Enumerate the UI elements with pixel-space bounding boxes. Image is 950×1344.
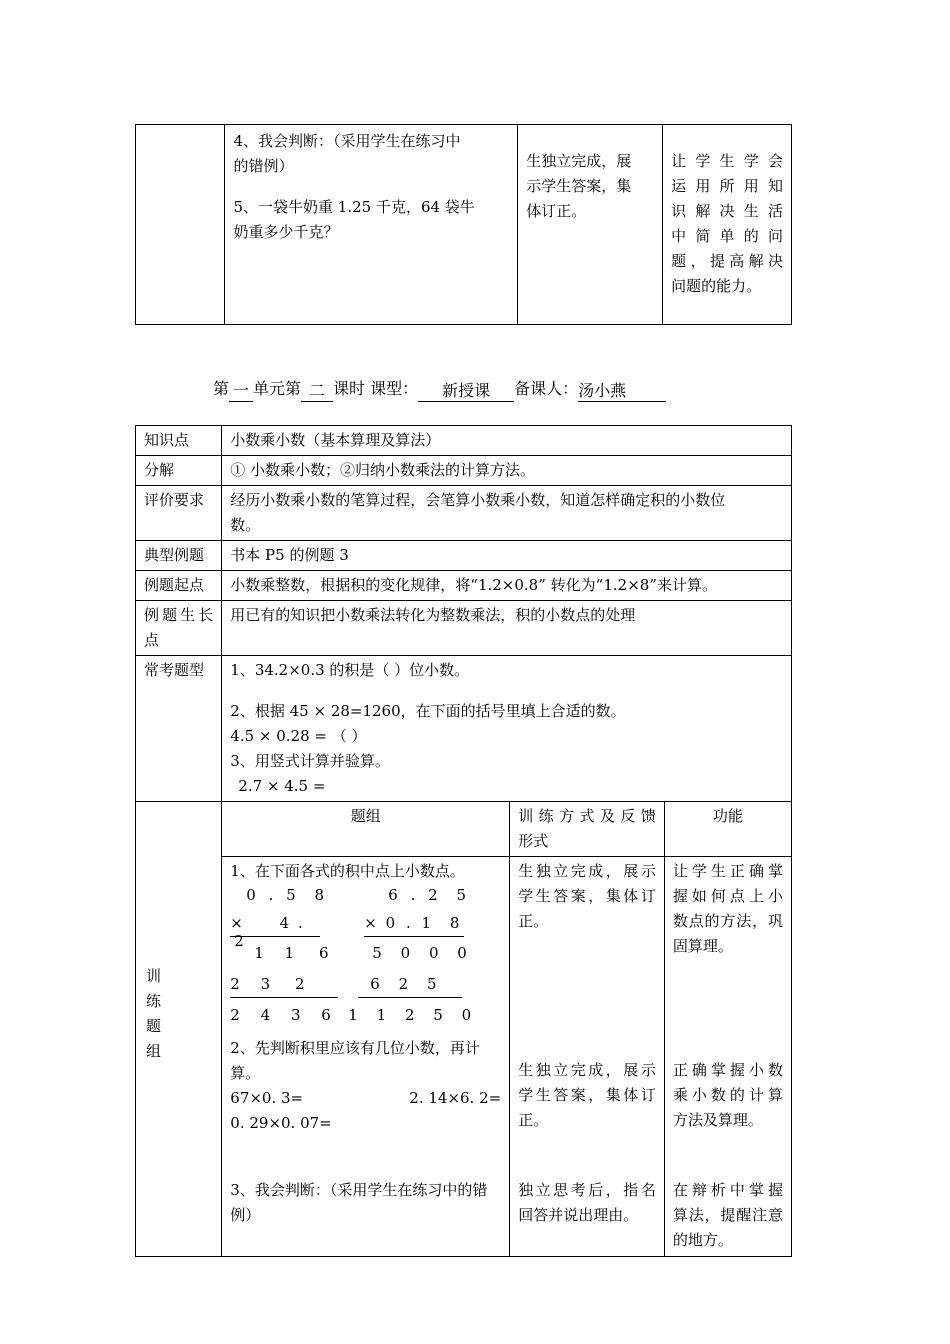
calc-left-r2 [230,914,320,950]
top-function-line4: 中简单的问 [671,227,783,245]
header-function: 功能 [664,802,791,857]
top-table-content-cell [225,125,518,325]
training-row-q2 [136,1034,792,1178]
top-table-empty-cell [136,125,225,325]
calc-left-r4 [230,975,338,998]
heading-prefix1: 第 [213,379,230,398]
info-value: 小数乘小数（基本算理及算法） [222,426,792,456]
header-group: 题组 [222,802,510,857]
q3-function-line: 在辩析中掌握 [672,1181,783,1199]
digit: 6 [321,1006,331,1024]
top-q4-line1: 4、我会判断：（采用学生在练习中 [233,132,461,150]
digit: . [405,914,411,932]
side-char: 题 [146,1016,162,1035]
info-label-line: 点 [144,631,160,649]
q2-method-line: 正。 [518,1111,549,1129]
heading-prefix3: 课时 课型： [333,379,419,398]
header-method-line: 训练方式及反馈 [518,807,656,825]
digit: 1 [376,1006,387,1024]
q3-function [664,1178,791,1256]
q2-title-line: 算。 [230,1064,261,1082]
top-method-line2: 示学生答案，集 [526,177,632,195]
q3-method-line: 独立思考后，指名 [518,1181,656,1199]
q2-method [510,1034,665,1178]
heading-teacher: 汤小燕 [578,380,666,402]
digit: 0 [461,1006,472,1024]
digit: 5 [456,886,467,904]
header-method-line: 形式 [518,832,549,850]
digit: 8 [314,886,325,904]
calc-left-r3 [254,944,328,962]
q1-content [222,857,510,1035]
calc-right-r2 [364,914,464,937]
q1-method-line: 学生答案，集体订 [518,887,656,905]
heading-prefix4: 备课人： [514,379,579,398]
heading-unit-number: 一 [229,380,253,402]
heading-lesson-type: 新授课 [418,380,514,402]
digit: 8 [449,914,460,932]
q3-content [222,1178,510,1256]
calc-right-r4 [358,975,462,998]
q2-expr-row [230,1086,501,1111]
info-row [136,571,792,601]
q3-method-line: 回答并说出理由。 [518,1206,639,1224]
q1-function-line: 握如何点上小 [672,887,783,905]
digit: 2 [230,975,240,993]
calc-left-r1 [246,886,324,904]
calc-right-r1 [388,886,466,904]
digit: . [297,914,303,932]
top-function-line1: 让学生学会 [671,152,783,170]
q1-vertical-calcs [230,884,501,1032]
info-label: 分解 [136,456,222,486]
info-value: 用已有的知识把小数乘法转化为整数乘法，积的小数点的处理 [222,601,792,656]
side-char: 组 [146,1041,162,1060]
digit: . [410,886,416,904]
q2-expr2: 2. 14×6. 2= [409,1089,502,1107]
q2-title-line: 2、先判断积里应该有几位小数，再计 [230,1039,480,1057]
common-label: 常考题型 [136,656,222,802]
info-value [222,486,792,541]
info-label: 评价要求 [136,486,222,541]
top-function-line2: 运用所用知 [671,177,783,195]
digit: 2 [234,932,244,950]
q1-function-line: 固算理。 [672,937,733,955]
common-content [222,656,792,802]
info-value-line: 经历小数乘小数的笔算过程，会笔算小数乘小数，知道怎样确定积的小数位 [230,491,726,509]
digit: 1 [421,914,432,932]
digit: 3 [290,1006,301,1024]
q1-function [664,857,791,1035]
training-row-q3 [136,1178,792,1256]
q1-title: 1、在下面各式的积中点上小数点。 [230,862,465,880]
info-row [136,486,792,541]
common-q3: 3、用竖式计算并验算。 [230,752,390,770]
digit: 0 [246,886,256,904]
info-label: 典型例题 [136,541,222,571]
info-row [136,541,792,571]
training-row-q1 [136,857,792,1035]
digit: 1 [348,1006,358,1024]
main-table [135,425,792,1257]
top-table [135,124,792,325]
common-q2-expr: 4.5 × 0.28 = （ ） [230,727,367,745]
header-method [510,802,665,857]
info-value: ① 小数乘小数；②归纳小数乘法的计算方法。 [222,456,792,486]
q2-content [222,1034,510,1178]
training-header-row [136,802,792,857]
digit: 0 [385,914,396,932]
info-row [136,601,792,656]
q2-method-line: 生独立完成，展示 [518,1061,656,1079]
digit: . [268,886,274,904]
q2-function-line: 正确掌握小数 [672,1061,783,1079]
digit: 6 [318,944,329,962]
q3-method [510,1178,665,1256]
q1-method-line: 生独立完成，展示 [518,862,656,880]
side-char: 练 [146,991,162,1010]
common-q1: 1、34.2×0.3 的积是（ ）位小数。 [230,661,470,679]
top-method-line1: 生独立完成，展 [526,152,632,170]
top-q4-line2: 的错例） [233,157,294,175]
digit: 2 [404,1006,415,1024]
info-value-line: 数。 [230,516,261,534]
digit: 1 [254,944,264,962]
side-char: 训 [146,966,162,985]
digit: 5 [433,1006,443,1024]
lesson-heading [213,376,666,402]
times-sign: × [230,914,243,932]
info-label: 例题起点 [136,571,222,601]
top-table-function-cell [663,125,792,325]
digit: 4 [260,1006,271,1024]
top-function-line5: 题，提高解决 [671,252,783,270]
digit: 2 [230,1006,240,1024]
q2-expr3: 0. 29×0. 07= [230,1114,332,1132]
q2-function-line: 方法及算理。 [672,1111,763,1129]
top-q5-line2: 奶重多少千克？ [233,223,339,241]
top-q5-line1: 5、一袋牛奶重 1.25 千克，64 袋牛 [233,198,475,216]
info-label-line: 例题生长 [144,606,214,624]
q3-title-line: 例） [230,1206,261,1224]
digit: 0 [400,944,411,962]
q3-title-line: 3、我会判断：（采用学生在练习中的错 [230,1181,488,1199]
q2-method-line: 学生答案，集体订 [518,1086,656,1104]
q2-function-line: 乘小数的计算 [672,1086,783,1104]
calc-right-r3 [372,944,467,962]
times-sign: × [364,914,377,932]
info-value: 书本 P5 的例题 3 [222,541,792,571]
digit: 4 [279,914,290,932]
top-method-line3: 体订正。 [526,202,587,220]
q1-method [510,857,665,1035]
digit: 6 [370,975,380,993]
digit: 1 [284,944,295,962]
q1-method-line: 正。 [518,912,549,930]
digit: 0 [457,944,467,962]
digit: 5 [426,975,437,993]
digit: 5 [286,886,296,904]
digit: 2 [428,886,438,904]
q1-function-line: 数点的方法，巩 [672,912,783,930]
digit: 2 [294,975,305,993]
digit: 2 [398,975,409,993]
common-q3-expr: 2.7 × 4.5 = [238,777,326,795]
top-table-method-cell [518,125,663,325]
q2-expr1: 67×0. 3= [230,1089,304,1107]
info-row [136,426,792,456]
calc-left-r5 [230,1006,331,1024]
digit: 0 [428,944,439,962]
training-side-label [136,802,222,1257]
top-function-line6: 问题的能力。 [671,277,762,295]
calc-right-r5 [348,1006,471,1024]
top-function-line3: 识解决生活 [671,202,783,220]
q2-function [664,1034,791,1178]
common-questions-row [136,656,792,802]
digit: 5 [372,944,382,962]
q3-function-line: 的地方。 [672,1231,733,1249]
heading-prefix2: 单元第 [253,379,302,398]
info-label: 知识点 [136,426,222,456]
info-row [136,456,792,486]
info-value: 小数乘整数，根据积的变化规律，将“1.2×0.8” 转化为“1.2×8”来计算。 [222,571,792,601]
q1-function-line: 让学生正确掌 [672,862,783,880]
digit: 6 [388,886,398,904]
common-q2: 2、根据 45 × 28=1260，在下面的括号里填上合适的数。 [230,702,626,720]
heading-lesson-number: 二 [301,380,333,402]
digit: 3 [260,975,271,993]
info-label [136,601,222,656]
q3-function-line: 算法，提醒注意 [672,1206,783,1224]
